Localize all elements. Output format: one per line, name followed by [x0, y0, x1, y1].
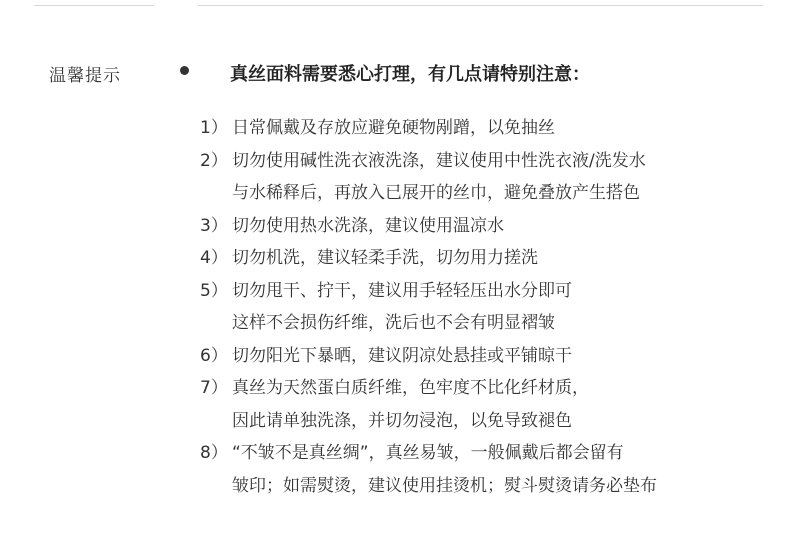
item-text: “不皱不是真丝绸”，真丝易皱，一般佩戴后都会留有 [232, 443, 624, 463]
list-item [200, 210, 780, 243]
item-number: 8） [200, 443, 228, 463]
item-number: 6） [200, 345, 228, 366]
item-text: 因此请单独洗涤，并切勿浸泡，以免导致褪色 [232, 410, 572, 431]
item-number: 1） [200, 118, 228, 138]
item-number: 4） [200, 248, 228, 268]
item-text: 切勿机洗，建议轻柔手洗，切勿用力搓洗 [232, 248, 538, 268]
list-item [200, 145, 780, 210]
item-number: 7） [200, 378, 228, 398]
list-item [200, 437, 780, 502]
list-item [200, 275, 780, 340]
bullet-icon [180, 66, 189, 75]
list-item [200, 372, 780, 437]
top-divider-right [198, 5, 763, 6]
item-text: 切勿甩干、拧干，建议用手轻轻压出水分即可 [232, 280, 572, 301]
item-number: 2） [200, 150, 228, 171]
list-item [200, 242, 780, 275]
item-text: 真丝为天然蛋白质纤维，色牢度不比化纤材质， [232, 378, 589, 398]
tips-heading: 真丝面料需要悉心打理，有几点请特别注意： [230, 64, 590, 85]
item-text: 皱印；如需熨烫，建议使用挂烫机；熨斗熨烫请务必垫布 [232, 475, 657, 496]
item-text: 切勿使用碱性洗衣液洗涤，建议使用中性洗衣液/洗发水 [232, 150, 646, 171]
care-instructions-list [200, 112, 780, 502]
item-text: 与水稀释后，再放入已展开的丝巾，避免叠放产生搭色 [232, 183, 640, 203]
item-text: 日常佩戴及存放应避免硬物剐蹭，以免抽丝 [232, 118, 555, 138]
list-item [200, 340, 780, 373]
list-item [200, 112, 780, 145]
item-text: 切勿阳光下暴晒，建议阴凉处悬挂或平铺晾干 [232, 345, 572, 366]
tips-label: 温馨提示 [49, 66, 121, 86]
item-text: 切勿使用热水洗涤，建议使用温凉水 [232, 215, 504, 236]
item-number: 5） [200, 280, 228, 301]
item-number: 3） [200, 215, 228, 236]
item-text: 这样不会损伤纤维，洗后也不会有明显褶皱 [232, 313, 555, 333]
top-divider-left [34, 5, 154, 6]
